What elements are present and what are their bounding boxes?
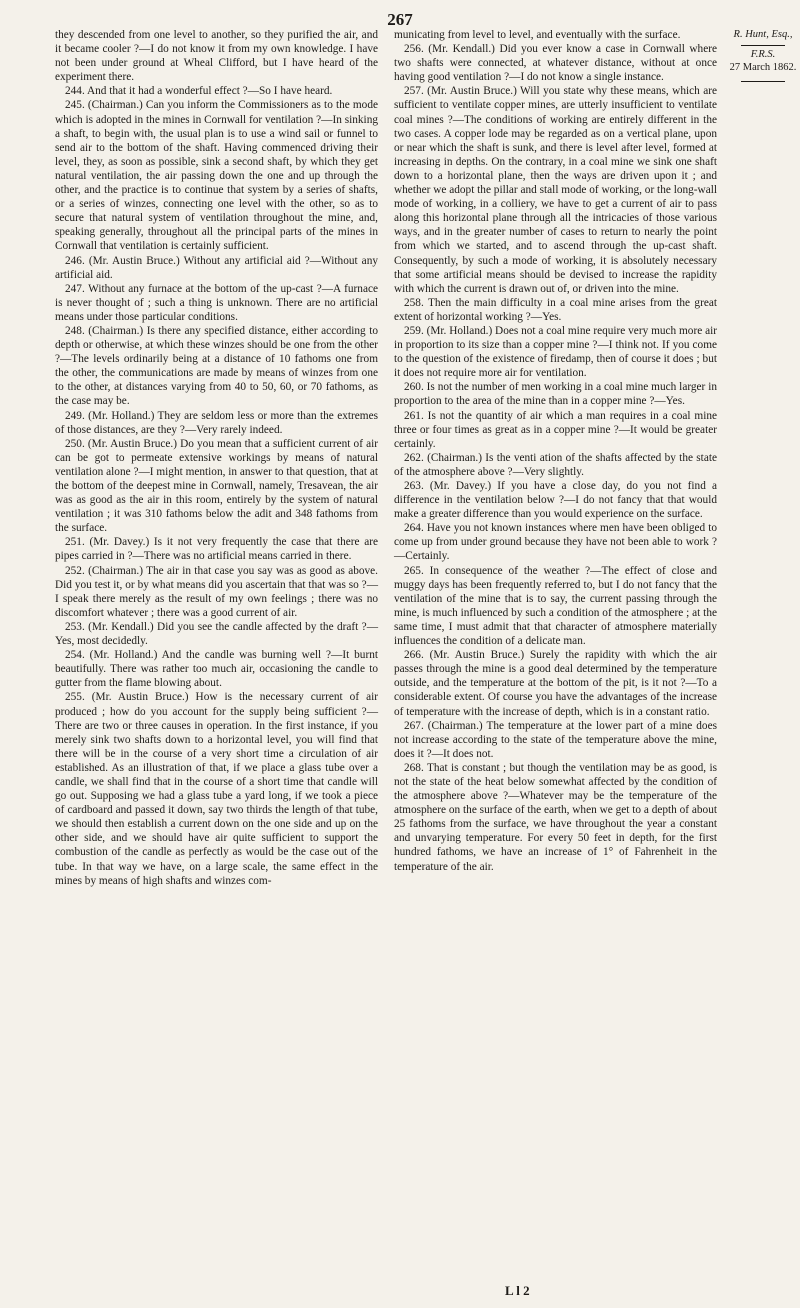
testimony-paragraph: 244. And that it had a wonderful effect ?—So I have heard. [65, 85, 333, 98]
testimony-paragraph: 262. (Chairman.) Is the venti ation of the shafts affected by the state of the atmosphere above ?—Very slightly. [394, 451, 717, 478]
testimony-paragraph: 255. (Mr. Austin Bruce.) How is the necessary current of air produced ; how do you account for the supply being sufficient ?—There are two or three causes in operation. In the first instance, if you merely sink two shafts down to a horizontal level, you will find that there will be in the course of a very short time a circulation of air established. As an illustration of that, if we place a glass tube over a candle, we shall find that in the course of a short time that candle will go out. Supposing we had a glass tube a yard long, if we took a piece of cardboard and passed it down, say two thirds the length of that tube, we should then establish a current down on the one side and up on the other side, and we should have air quite sufficient to support the combustion of the candle as perfectly as would be the case out of the tube. In that way we have, on a large scale, the same effect in the mines by means of high shafts and winzes com- [55, 691, 378, 887]
testimony-paragraph: 258. Then the main difficulty in a coal mine arises from the great extent of horizontal working ?—Yes. [394, 296, 717, 323]
margin-rule-2 [741, 81, 785, 82]
page-number: 267 [387, 10, 413, 29]
testimony-paragraph: 267. (Chairman.) The temperature at the lower part of a mine does not increase according to the state of the temperature above the mine, does it ?—It does not. [394, 719, 717, 760]
testimony-paragraph: 245. (Chairman.) Can you inform the Commissioners as to the mode which is adopted in the mines in Cornwall for ventilation ?—In sinking a shaft, to begin with, the usual plan is to use a wind sail or funnel to send air to the bottom of the shaft. Having commenced driving their level, they, as soon as possible, sink a second shaft, by which they get natural ventilation, the air passing down the one and up through the other, and the practice is to continue that system by a series of shafts, or a series of winzes, connecting one level with the other, so as to secure that natural system of ventilation throughout the mine, and, speaking generally, throughout all the principal parts of the mines in Cornwall that ventilation is certainly sufficient. [55, 99, 378, 253]
margin-rule [741, 45, 785, 46]
testimony-paragraph: 268. That is constant ; but though the ventilation may be as good, is not the state of the heat below somewhat affected by the condition of the atmosphere above ?—Whatever may be the temperature of the atmosphere on the surface of the earth, when we get to a depth of about 25 fathoms from the surface, we have throughout the year a constant and unvarying temperature. For every 50 feet in depth, for the first hundred fathoms, we have an increase of 1° of Fahrenheit in the temperature of the air. [394, 761, 717, 873]
testimony-paragraph: 260. Is not the number of men working in a coal mine much larger in proportion to the area of the mine than in a copper mine ?—Yes. [394, 381, 717, 408]
margin-note-date: 27 March 1862. [729, 62, 797, 73]
testimony-paragraph: 246. (Mr. Austin Bruce.) Without any artificial aid ?—Without any artificial aid. [55, 254, 378, 281]
testimony-paragraph: 263. (Mr. Davey.) If you have a close day, do you not find a difference in the ventilation below ?—I do not fancy that that would make a greater difference than you would experience on the surface. [394, 480, 717, 521]
signature-mark: L l 2 [505, 1283, 530, 1298]
testimony-paragraph: 253. (Mr. Kendall.) Did you see the candle affected by the draft ?—Yes, most decidedly. [55, 620, 378, 648]
testimony-paragraph: 247. Without any furnace at the bottom of the up-cast ?—A furnace is never thought of ; such a thing is unknown. There are no artificial means under those particular conditions. [55, 282, 378, 323]
testimony-paragraph: 264. Have you not known instances where men have been obliged to come up from under ground because they have not been able to work ?—Certainly. [394, 522, 717, 563]
testimony-paragraph: municating from level to level, and eventually with the surface. [394, 29, 681, 41]
margin-note-title: F.R.S. [750, 48, 776, 60]
testimony-paragraph: 251. (Mr. Davey.) Is it not very frequently the case that there are pipes carried in ?—There was no artificial means carried in there. [55, 536, 378, 563]
margin-note-name: R. Hunt, Esq., [733, 29, 793, 40]
testimony-paragraph: they descended from one level to another, so they purified the air, and it became cooler ?—I do not know it from my own knowledge. I have not been under ground at Wheal Clifford, but I have heard of the experiment there. [55, 29, 378, 84]
testimony-paragraph: 259. (Mr. Holland.) Does not a coal mine require very much more air in proportion to its size than a copper mine ?—I think not. If you come to the question of the existence of firedamp, then of course it does ; but it does not require more air for ventilation. [394, 324, 717, 380]
testimony-paragraph: 261. Is not the quantity of air which a man requires in a coal mine three or four times as great as in a copper mine ?—It would be greater certainly. [394, 409, 717, 450]
testimony-paragraph: 249. (Mr. Holland.) They are seldom less or more than the extremes of those distances, are they ?—Very rarely indeed. [55, 409, 378, 436]
testimony-paragraph: 252. (Chairman.) The air in that case you say was as good as above. Did you test it, or by what means did you ascertain that that was so ?—I speak there merely as the result of my own feelings ; there was no discomfort whatever ; there was a good current of air. [55, 564, 378, 619]
testimony-paragraph: 256. (Mr. Kendall.) Did you ever know a case in Cornwall where two shafts were connected, at whatever distance, without at once having good ventilation ?—I do not know a single instance. [394, 43, 717, 84]
margin-note [727, 28, 799, 82]
left-column [55, 28, 378, 888]
testimony-paragraph: 266. (Mr. Austin Bruce.) Surely the rapidity with which the air passes through the mine is a good deal determined by the temperature outside, and the temperature at the bottom of the pit, is it not ?—To a considerable extent. Of course you have the advantages of the increase of temperature with the increase of depth, which is in a constant ratio. [394, 649, 717, 718]
testimony-paragraph: 257. (Mr. Austin Bruce.) Will you state why these means, which are sufficient to ventilate copper mines, are utterly insufficient to ventilate coal mines ?—The conditions of working are entirely different in the two cases. A copper lode may be regarded as on a vertical plane, upon or near which the shaft is sunk, and there is level after level, formed at increasing in depths. On the contrary, in a coal mine we sink one shaft down to a horizontal plane, then the ways are driven upon it ; and whether we adopt the pillar and stall mode of working, or the long-wall mode of working, in a colliery, we have to get a current of air to pass along this horizontal plane through all the intricacies of those various ways, and in the greater number of cases to return to nearly the point from which we started, and to ascend through the up-cast shaft. Consequently, by such a mode of working, it is absolutely necessary that some artificial means should be devised to increase the rapidity with which the current is drawn out of, or driven into the mine. [394, 85, 717, 295]
testimony-paragraph: 265. In consequence of the weather ?—The effect of close and muggy days has been frequently referred to, but I do not fancy that the ventilation of the mine that is to say, the current passing through the mine, is much influenced by such a condition of the atmosphere ; at the same time, I must admit that that character of atmosphere materially influences the condition of a delicate man. [394, 564, 717, 648]
testimony-paragraph: 248. (Chairman.) Is there any specified distance, either according to depth or otherwise, at which these winzes should be one from the other ?—The levels ordinarily being at a distance of 10 fathoms one from the other, the communications are made by means of winzes from one to the other, at distances varying from 40 to 50, 60, or 70 fathoms, as the case may be. [55, 324, 378, 408]
right-column [394, 28, 717, 874]
testimony-paragraph: 250. (Mr. Austin Bruce.) Do you mean that a sufficient current of air can be got to permeate extensive workings by means of natural ventilation alone ?—I might mention, in answer to that question, that at the bottom of the deepest mine in Cornwall, namely, Tresavean, the air was as good as the air in this room, entirely by the system of natural ventilation ; it was 310 fathoms below the adit and 348 fathoms from the surface. [55, 437, 378, 535]
testimony-paragraph: 254. (Mr. Holland.) And the candle was burning well ?—It burnt beautifully. There was rather too much air, occasioning the candle to gutter from the flame blowing about. [55, 649, 378, 690]
